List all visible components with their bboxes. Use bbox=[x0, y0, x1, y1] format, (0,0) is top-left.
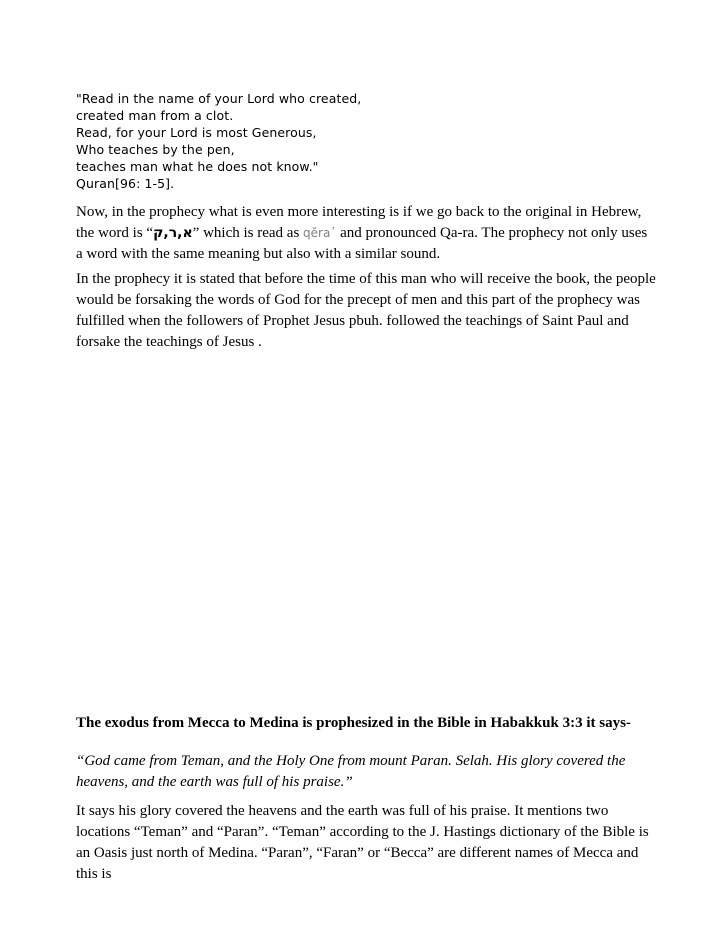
quote-line: Read, for your Lord is most Generous, bbox=[76, 125, 317, 140]
bible-verse: “God came from Teman, and the Holy One from mount Paran. Selah. His glory covered the heavens, and the earth was full of his praise.” bbox=[76, 753, 626, 790]
paragraph-locations: It says his glory covered the heavens and the earth was full of his praise. It mentions two locations “Teman” and “Paran”. “Teman” according to the J. Hastings dictionary of the Bible is an Oasis just north of Medina. “Paran”, “Faran” or “Becca” are different names of Mecca and this is bbox=[76, 803, 649, 882]
paragraph-text: and pronounced Qa-ra. The prophecy not only uses a word with the same meaning but also with a similar sound. bbox=[76, 225, 648, 262]
section-heading: The exodus from Mecca to Medina is prophesized in the Bible in Habakkuk 3:3 it says- bbox=[76, 715, 631, 731]
hebrew-word: א,ר,ק bbox=[153, 225, 193, 241]
quote-citation: Quran[96: 1-5]. bbox=[76, 176, 175, 191]
quran-quote bbox=[76, 90, 656, 192]
transliteration: qĕra᾽ bbox=[303, 226, 337, 240]
quote-line: created man from a clot. bbox=[76, 108, 234, 123]
paragraph-text: ” which is read as bbox=[192, 225, 304, 241]
quote-line: "Read in the name of your Lord who created, bbox=[76, 91, 362, 106]
quote-line: teaches man what he does not know." bbox=[76, 159, 319, 174]
paragraph-prophecy: In the prophecy it is stated that before the time of this man who will receive the book, the people would be forsaking the words of God for the precept of men and this part of the prophecy was fulfilled when the followers of Prophet Jesus pbuh. followed the teachings of Saint Paul and forsake the teachings of Jesus . bbox=[76, 271, 656, 350]
paragraph-text: Now, in the prophecy what is even more interesting is if we go back to the original in Hebrew, the word is “ bbox=[76, 204, 642, 241]
paragraph-hebrew-word bbox=[76, 202, 656, 265]
quote-line: Who teaches by the pen, bbox=[76, 142, 235, 157]
